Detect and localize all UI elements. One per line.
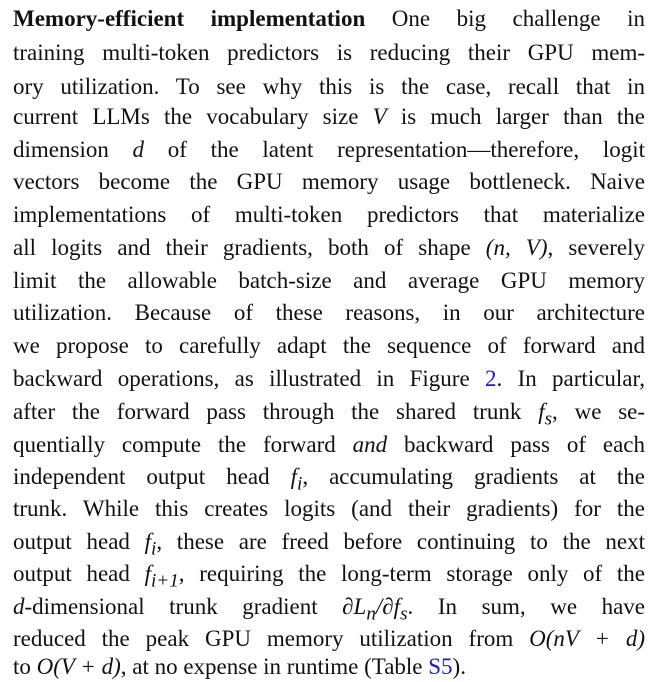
- text-span: dimension: [13, 137, 109, 162]
- text-span: is much larger than the: [400, 104, 645, 129]
- text-span: independent output head: [13, 464, 270, 489]
- math-symbol: $f_s$: [538, 399, 553, 430]
- text-line: [13, 527, 646, 560]
- text-span: of the latent representation—therefore, logit: [167, 137, 645, 162]
- math-symbol: d: [132, 137, 145, 162]
- emphasis: and: [352, 432, 388, 457]
- text-span: all logits and their gradients, both of shape: [13, 235, 471, 260]
- text-span: output head: [13, 561, 130, 586]
- math-expression: O(V + d): [36, 654, 121, 679]
- text-line: [13, 430, 645, 460]
- text-span: . In particular,: [496, 366, 646, 391]
- text-line: vectors become the GPU memory usage bottleneck. Naive: [13, 169, 645, 194]
- text-span: backward pass of each: [404, 432, 645, 457]
- table-reference-link[interactable]: S5: [428, 654, 453, 679]
- math-expression: O(nV + d): [529, 626, 645, 651]
- math-expression: (n, V): [485, 235, 548, 260]
- text-line: implementations of multi-token predictors that materialize: [13, 202, 645, 227]
- text-line: [13, 364, 645, 394]
- text-span: after the forward pass through the shared trunk: [13, 399, 522, 424]
- math-symbol: $f_i$: [290, 464, 303, 495]
- text-line: [13, 233, 645, 263]
- figure-reference-link[interactable]: 2: [485, 366, 497, 391]
- math-symbol: V: [372, 104, 387, 129]
- text-line: we propose to carefully adapt the sequence of forward and: [13, 333, 645, 358]
- text-span: , severely: [547, 235, 645, 260]
- math-symbol: $f_i$: [144, 529, 157, 560]
- text-span: , accumulating gradients at the: [302, 464, 646, 489]
- math-symbol: d: [13, 594, 25, 619]
- text-line: [13, 559, 646, 592]
- paragraph-heading: Memory-efficient implementation: [13, 6, 366, 31]
- text-line: limit the allowable batch-size and average GPU memory: [13, 268, 645, 293]
- text-line: utilization. Because of these reasons, in our architecture: [13, 300, 645, 325]
- text-span: ).: [452, 654, 466, 679]
- text-line: [13, 397, 646, 430]
- text-line: [13, 624, 645, 654]
- text-line: [13, 102, 645, 132]
- text-span: One big challenge in: [391, 6, 646, 31]
- text-span: , we se-: [552, 399, 646, 424]
- text-line: [13, 135, 645, 165]
- text-line: [13, 652, 645, 682]
- text-line: [13, 462, 646, 495]
- text-line: training multi-token predictors is reducing their GPU mem-: [13, 40, 645, 65]
- text-span: -dimensional trunk gradient: [24, 594, 318, 619]
- math-symbol: $f_{i+1}$: [144, 561, 179, 592]
- text-span: to: [13, 654, 31, 679]
- text-span: backward operations, as illustrated in Figure: [13, 366, 470, 391]
- text-line: trunk. While this creates logits (and their gradients) for the: [13, 496, 645, 521]
- text-span: output head: [13, 529, 130, 554]
- text-line: [13, 592, 645, 625]
- text-span: current LLMs the vocabulary size: [13, 104, 359, 129]
- text-line: ory utilization. To see why this is the case, recall that in: [13, 74, 645, 99]
- text-span: , requiring the long-term storage only of the: [178, 561, 646, 586]
- text-span: , these are freed before continuing to the next: [156, 529, 646, 554]
- math-expression: $\partial L_n/\partial f_s$: [342, 594, 408, 625]
- text-line: [13, 4, 645, 34]
- text-span: reduced the peak GPU memory utilization from: [13, 626, 514, 651]
- text-span: , at no expense in runtime (Table: [120, 654, 423, 679]
- text-span: . In sum, we have: [407, 594, 645, 619]
- text-span: quentially compute the forward: [13, 432, 336, 457]
